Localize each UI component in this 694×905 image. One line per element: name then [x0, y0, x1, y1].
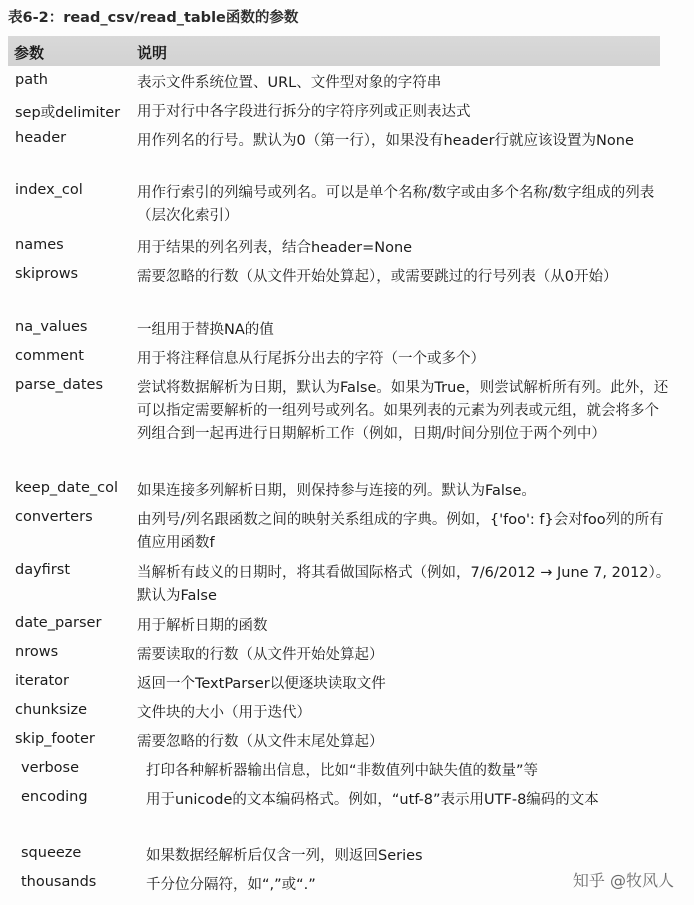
param-desc: 表示文件系统位置、URL、文件型对象的字符串: [137, 75, 442, 91]
param-name: sep或delimiter: [15, 105, 121, 121]
param-name: skiprows: [15, 266, 79, 282]
param-name: na_values: [15, 319, 88, 335]
param-name: index_col: [15, 182, 83, 198]
param-name: keep_date_col: [15, 480, 118, 496]
param-name: nrows: [15, 644, 59, 660]
param-name: squeeze: [21, 845, 82, 861]
header-desc: 说明: [137, 44, 168, 62]
header-param: 参数: [14, 44, 45, 62]
param-desc: 用于将注释信息从行尾拆分出去的字符（一个或多个）: [137, 351, 485, 367]
param-desc: 需要忽略的行数（从文件末尾处算起）: [137, 734, 384, 750]
param-desc: 需要读取的行数（从文件开始处算起）: [137, 647, 384, 663]
param-desc: 用于对行中各字段进行拆分的字符序列或正则表达式: [137, 104, 471, 120]
param-desc: 文件块的大小（用于迭代）: [137, 705, 311, 721]
param-name: chunksize: [15, 702, 88, 718]
param-desc: 尝试将数据解析为日期，默认为False。如果为True，则尝试解析所有列。此外，还可以指定需要解析的一组列号或列名。如果列表的元素为列表或元组，就会将多个列组合到一起再进行日期解析工作（例如，日期/时间分别位于两个列中）: [137, 380, 669, 442]
param-name: path: [15, 72, 48, 88]
param-name: dayfirst: [15, 562, 71, 578]
param-name: comment: [15, 348, 84, 364]
param-name: converters: [15, 509, 93, 525]
param-name: header: [15, 130, 67, 146]
param-name: verbose: [21, 760, 80, 776]
param-desc: 需要忽略的行数（从文件开始处算起），或需要跳过的行号列表（从0开始）: [137, 269, 618, 285]
param-desc: 用于结果的列名列表，结合header=None: [137, 240, 413, 256]
param-name: skip_footer: [15, 731, 95, 747]
watermark: 知乎 @牧风人: [572, 871, 674, 890]
param-desc: 用作列名的行号。默认为0（第一行），如果没有header行就应该设置为None: [137, 133, 634, 149]
param-name: encoding: [21, 789, 88, 805]
param-desc: 如果连接多列解析日期，则保持参与连接的列。默认为False。: [137, 483, 536, 499]
table-caption: 表6-2：read_csv/read_table函数的参数: [8, 10, 299, 26]
param-name: names: [15, 237, 64, 253]
param-desc: 打印各种解析器输出信息，比如“非数值列中缺失值的数量”等: [146, 763, 539, 779]
param-desc: 由列号/列名跟函数之间的映射关系组成的字典。例如，{'foo': f}会对foo列的所有值应用函数f: [137, 512, 664, 551]
param-name: thousands: [21, 874, 97, 890]
param-desc: 用作行索引的列编号或列名。可以是单个名称/数字或由多个名称/数字组成的列表（层次化索引）: [137, 185, 655, 224]
param-desc: 当解析有歧义的日期时，将其看做国际格式（例如，7/6/2012 → June 7, 2012）。默认为False: [137, 565, 671, 604]
param-desc: 返回一个TextParser以便逐块读取文件: [137, 676, 386, 692]
table-header-bar: [8, 36, 660, 66]
param-desc: 用于解析日期的函数: [137, 618, 268, 634]
param-desc: 用于unicode的文本编码格式。例如，“utf-8”表示用UTF-8编码的文本: [146, 792, 599, 808]
param-desc: 如果数据经解析后仅含一列，则返回Series: [146, 848, 423, 864]
param-name: iterator: [15, 673, 69, 689]
param-name: parse_dates: [15, 377, 104, 393]
param-name: date_parser: [15, 615, 102, 631]
param-desc: 一组用于替换NA的值: [137, 322, 274, 338]
param-desc: 千分位分隔符，如“,”或“.”: [146, 877, 316, 893]
